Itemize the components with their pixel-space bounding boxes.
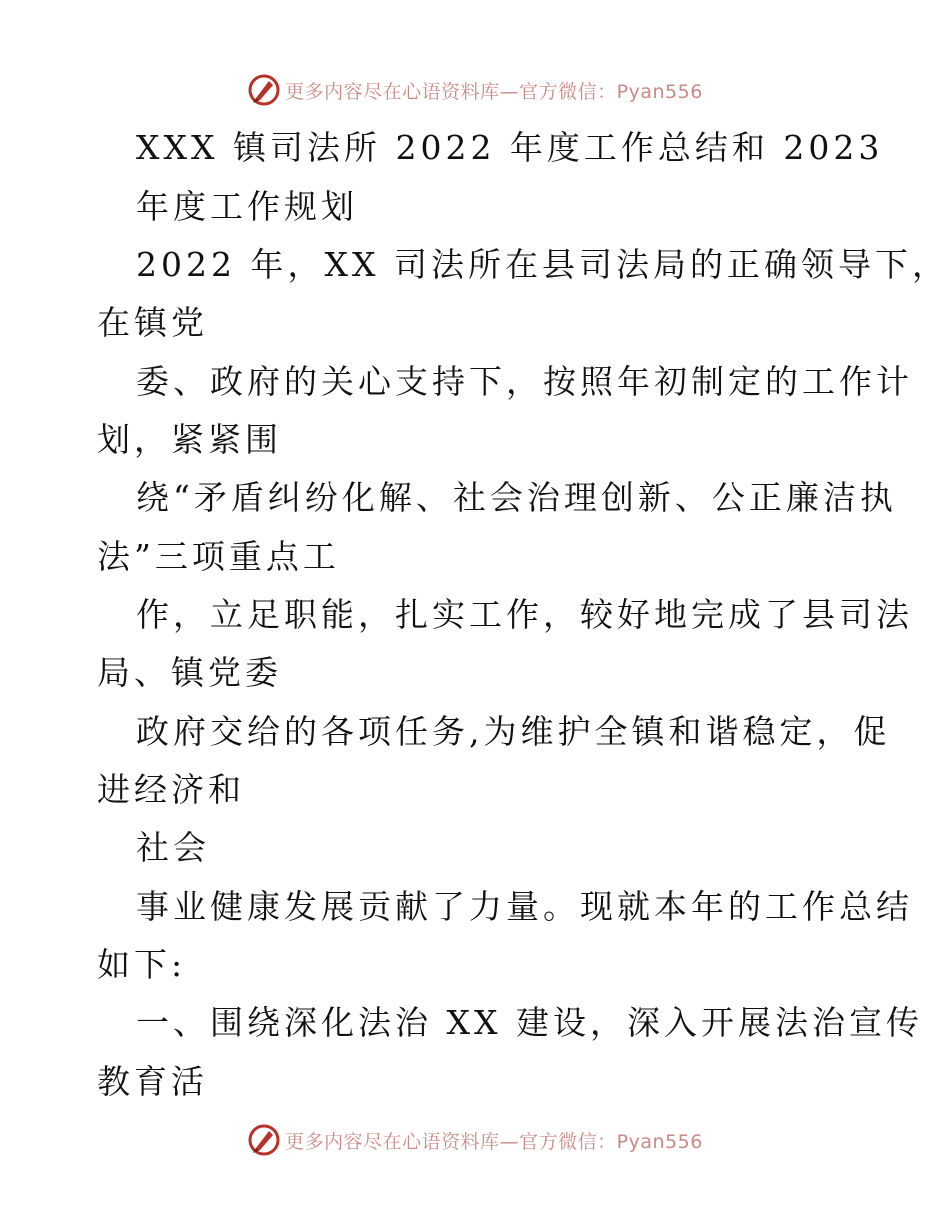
doc-paragraph-line: 局、镇党委 (97, 653, 282, 692)
doc-paragraph-line: 进经济和 (97, 770, 245, 809)
doc-paragraph-line: 绕“矛盾纠纷化解、社会治理创新、公正廉洁执 (136, 478, 897, 517)
doc-paragraph-line: 法”三项重点工 (97, 537, 340, 576)
doc-title-line-1: XXX 镇司法所 2022 年度工作总结和 2023 (136, 128, 884, 167)
doc-section-heading-cont: 教育活 (97, 1062, 208, 1101)
doc-paragraph-line: 划，紧紧围 (97, 420, 282, 459)
doc-paragraph-line: 作，立足职能，扎实工作，较好地完成了县司法 (136, 595, 913, 634)
doc-paragraph-line: 如下: (97, 945, 187, 984)
doc-title-line-2: 年度工作规划 (136, 187, 358, 226)
watermark-group (247, 73, 703, 107)
doc-paragraph-line: 政府交给的各项任务,为维护全镇和谐稳定，促 (136, 712, 891, 751)
bottom-watermark-banner (0, 1120, 950, 1160)
doc-paragraph-line: 在镇党 (97, 303, 208, 342)
watermark-text: 更多内容尽在心语资料库—官方微信：Pyan556 (285, 1130, 703, 1153)
doc-paragraph-line: 事业健康发展贡献了力量。现就本年的工作总结 (136, 887, 913, 926)
top-watermark-banner (0, 70, 950, 110)
doc-paragraph-line: 社会 (136, 828, 210, 867)
pen-nib-circle-icon (247, 1123, 281, 1157)
pen-nib-circle-icon (247, 73, 281, 107)
doc-paragraph-line: 委、政府的关心支持下，按照年初制定的工作计 (136, 362, 913, 401)
doc-section-heading: 一、围绕深化法治 XX 建设，深入开展法治宣传 (136, 1003, 923, 1042)
watermark-text: 更多内容尽在心语资料库—官方微信：Pyan556 (285, 80, 703, 103)
watermark-group (247, 1123, 703, 1157)
doc-paragraph-line: 2022 年，XX 司法所在县司法局的正确领导下， (136, 245, 949, 284)
